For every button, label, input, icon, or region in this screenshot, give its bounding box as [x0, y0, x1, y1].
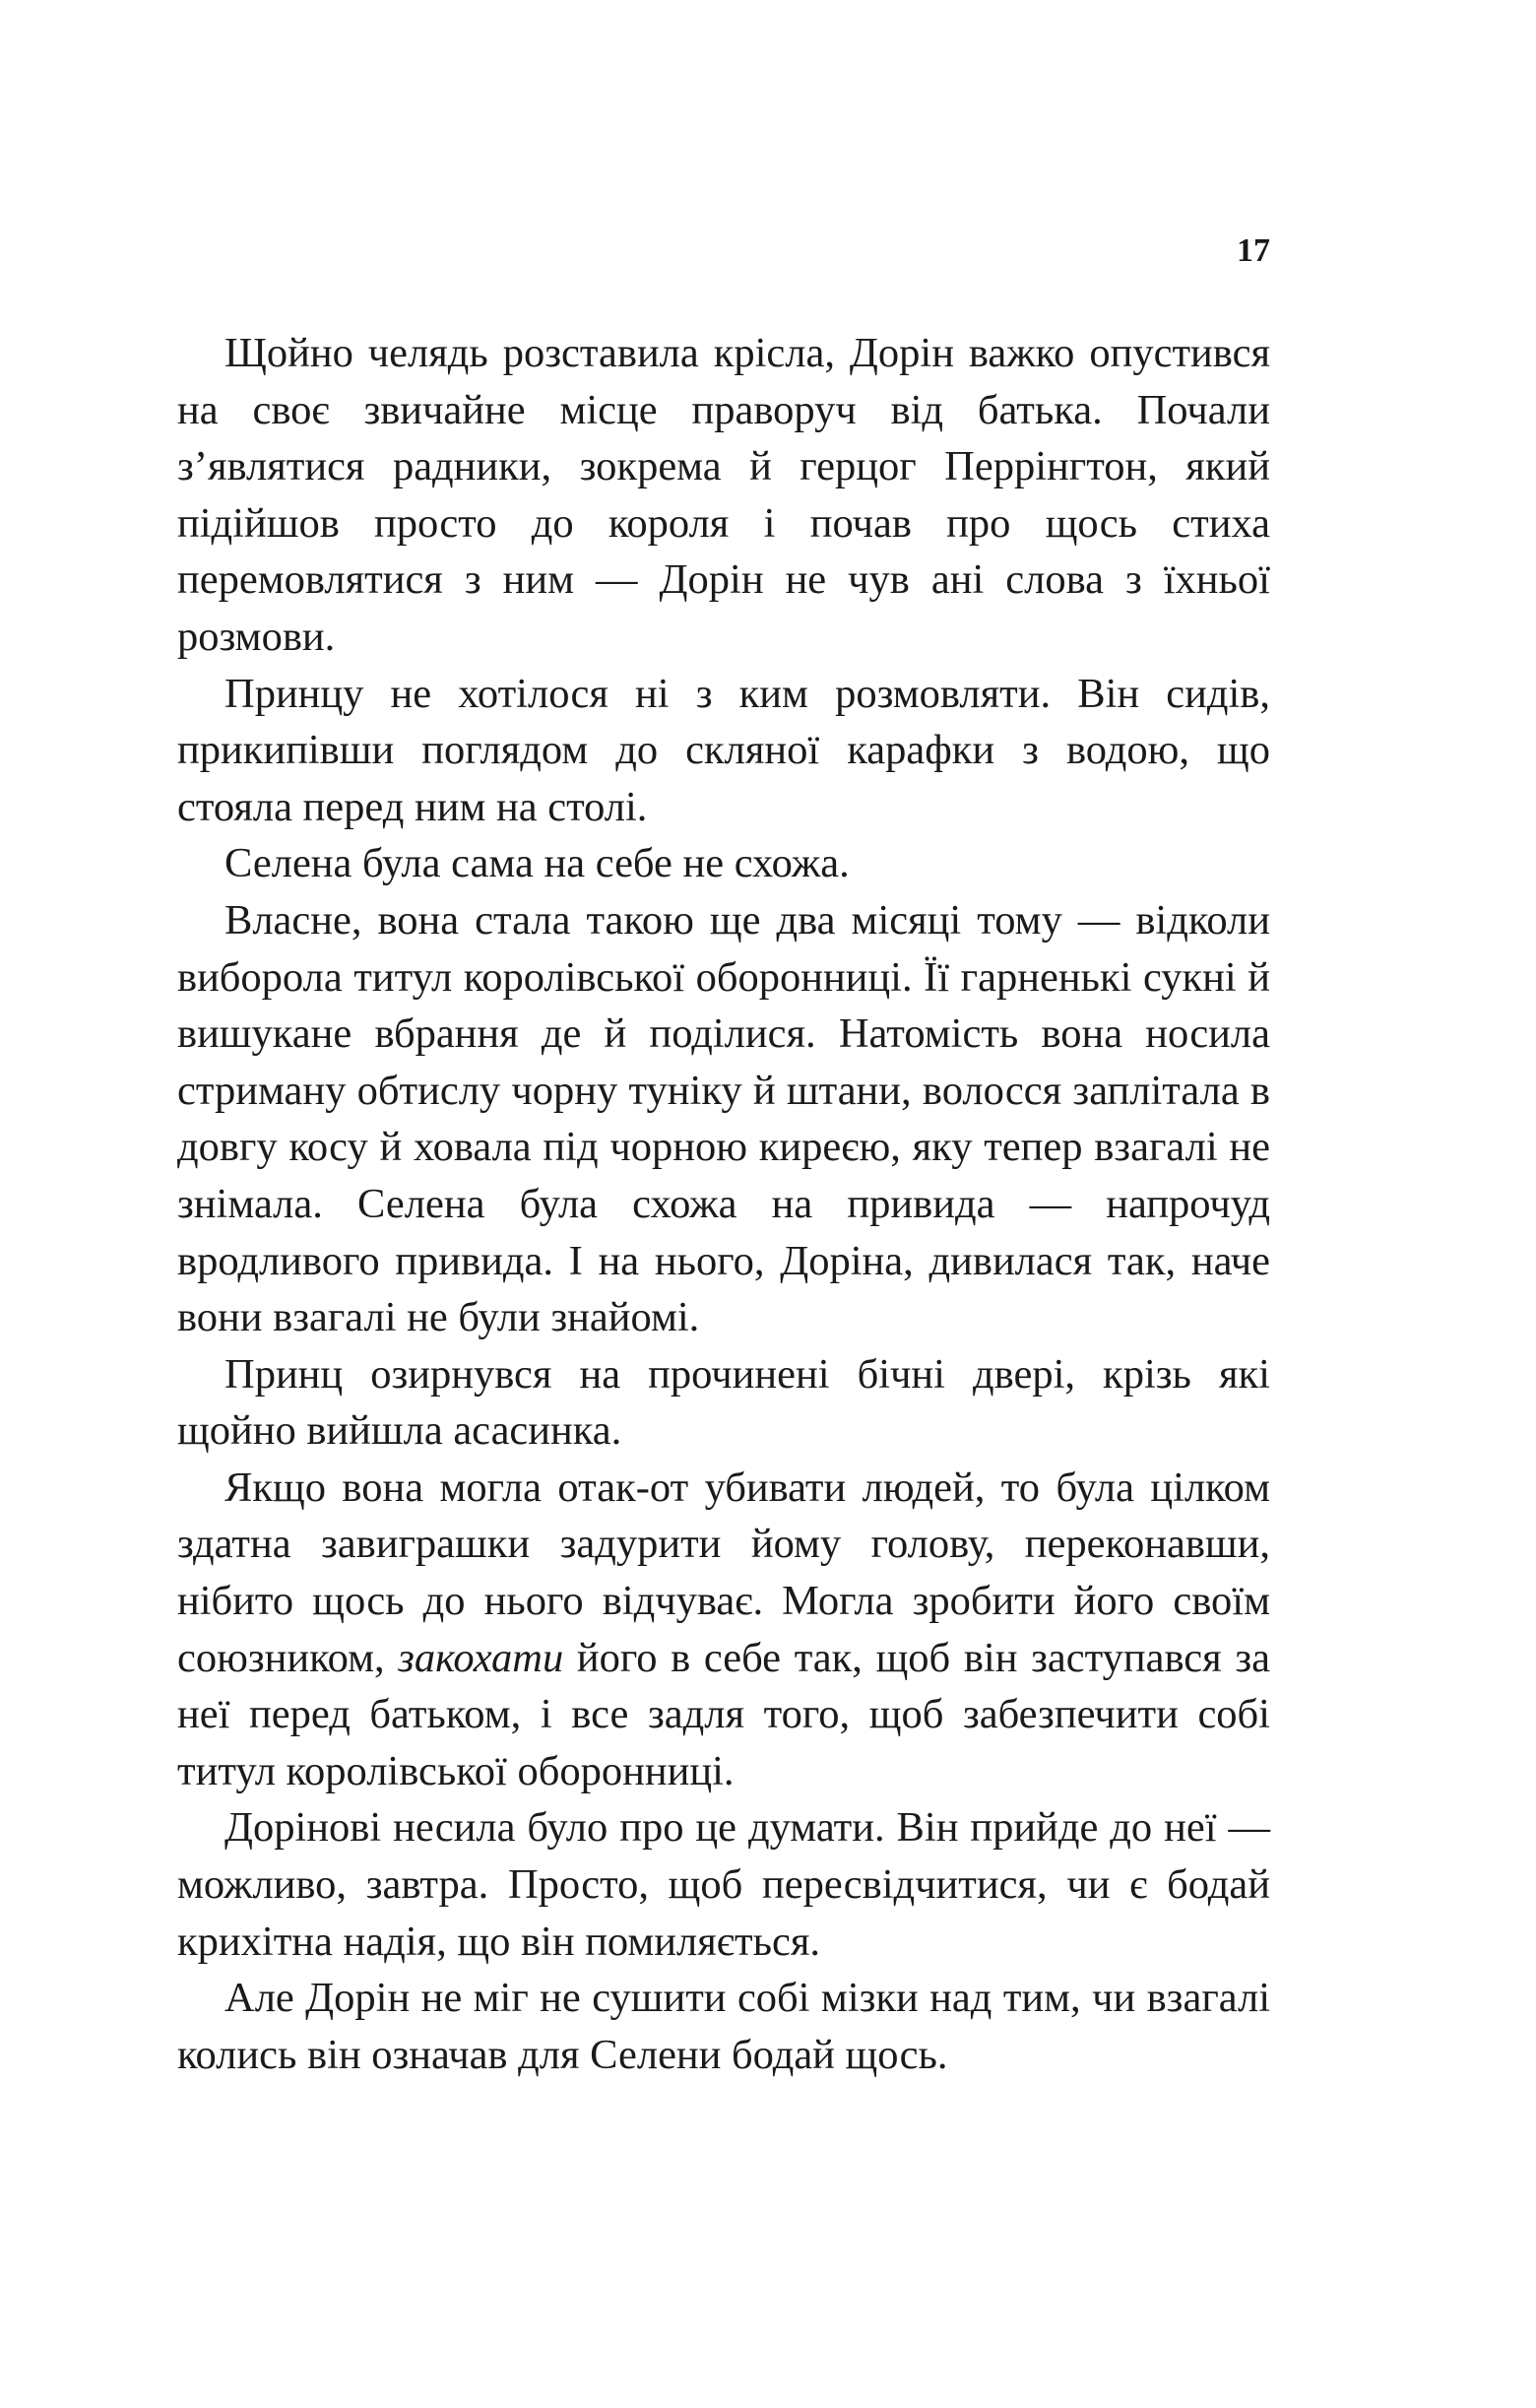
- paragraph: Але Дорін не міг не сушити собі мізки над тим, чи взагалі колись він означав для Селени бодай щось.: [177, 1975, 1270, 2078]
- paragraph: Дорінові несила було про це думати. Він прийде до неї — можливо, завтра. Просто, щоб пересвідчитися, чи є бодай крихітна надія, що він помиляється.: [177, 1804, 1270, 1965]
- paragraph-text: його в себе так, щоб він заступався за неї перед батьком, і все задля того, щоб забезпечити собі титул королівської оборонниці.: [177, 1634, 1271, 1794]
- paragraph: Щойно челядь розставила крісла, Дорін важко опустився на своє звичайне місце праворуч від батька. Почали з’являтися радники, зокрема й герцог Перрінгтон, який підійшов просто до короля і почав про щось стиха перемовлятися з ним — Дорін не чув ані слова з їхньої розмови.: [177, 330, 1270, 660]
- paragraph: Принцу не хотілося ні з ким розмовляти. Він сидів, прикипівши поглядом до скляної карафки з водою, що стояла перед ним на столі.: [177, 670, 1270, 830]
- paragraph: Принц озирнувся на прочинені бічні двері, крізь які щойно вийшла асасинка.: [177, 1350, 1270, 1455]
- paragraph-text: Якщо вона могла отак-от убивати людей, то була цілком здатна завиграшки задурити йому голову, переконавши, нібито щось до нього відчуває. Могла зробити його своїм союзником,: [177, 1464, 1270, 1681]
- page-number: 17: [1237, 232, 1270, 269]
- emphasized-word: закохати: [398, 1634, 564, 1681]
- body-text: [177, 325, 1270, 2083]
- paragraph: Селена була сама на себе не схожа.: [224, 840, 850, 887]
- paragraph: Власне, вона стала такою ще два місяці тому — відколи виборола титул королівської оборонниці. Її гарненькі сукні й вишукане вбрання де й поділися. Натомість вона носила стриману обтислу чорну туніку й штани, волосся заплітала в довгу косу й ховала під чорною киреєю, яку тепер взагалі не знімала. Селена була схожа на привида — напрочуд вродливого привида. І на нього, Доріна, дивилася так, наче вони взагалі не були знайомі.: [177, 896, 1270, 1341]
- paragraph: [177, 1460, 1270, 1800]
